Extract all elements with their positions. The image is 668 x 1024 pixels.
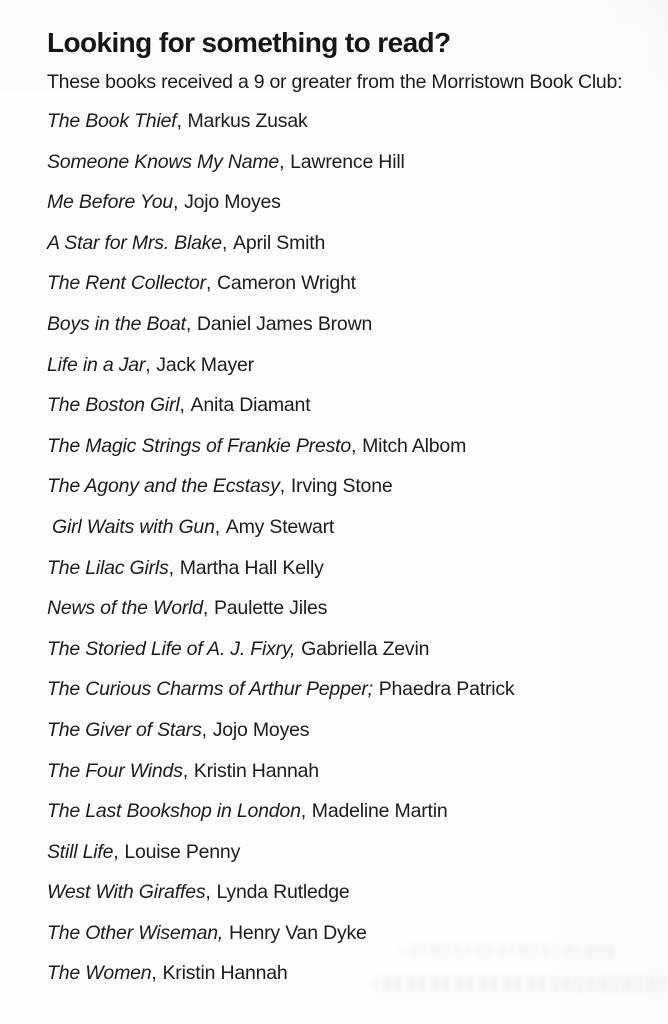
book-author: Martha Hall Kelly: [179, 556, 324, 579]
book-author: Kristin Hannah: [193, 759, 319, 782]
book-author: Mitch Albom: [362, 434, 467, 457]
book-entry: [47, 962, 644, 984]
title-author-separator: ,: [182, 759, 188, 782]
title-author-separator: ,: [202, 597, 209, 620]
book-author: Markus Zusak: [187, 110, 308, 132]
title-author-separator: ,: [145, 353, 151, 376]
book-entry: [47, 516, 644, 538]
book-list: [47, 110, 644, 984]
book-entry: [47, 800, 644, 822]
book-entry: [47, 760, 644, 782]
book-author: Amy Stewart: [225, 515, 335, 538]
title-author-separator: ;: [367, 678, 373, 701]
book-title: The Boston Girl: [47, 394, 180, 417]
book-title: A Star for Mrs. Blake: [47, 231, 222, 254]
book-author: Paulette Jiles: [213, 597, 328, 620]
book-title: Boys in the Boat: [47, 312, 186, 335]
title-author-separator: ,: [214, 515, 220, 538]
title-author-separator: ,: [176, 110, 182, 132]
book-title: Life in a Jar: [47, 353, 146, 376]
book-author: Jojo Moyes: [212, 718, 310, 741]
book-author: Irving Stone: [290, 475, 393, 498]
title-author-separator: ,: [221, 231, 228, 254]
book-title: The Lilac Girls: [47, 556, 169, 579]
book-title: The Agony and the Ecstasy: [47, 475, 280, 498]
book-entry: [47, 313, 644, 335]
book-entry: [47, 151, 644, 173]
book-author: Jack Mayer: [156, 353, 254, 376]
book-entry: [47, 435, 644, 457]
book-entry: [47, 841, 644, 863]
book-title: The Other Wiseman: [47, 921, 218, 944]
title-author-separator: ,: [300, 800, 306, 823]
book-title: Still Life: [47, 840, 114, 863]
title-author-separator: ,: [279, 150, 285, 173]
title-author-separator: ,: [205, 881, 211, 904]
book-author: Lawrence Hill: [290, 150, 405, 173]
title-author-separator: ,: [201, 718, 207, 741]
book-author: Cameron Wright: [217, 272, 356, 295]
book-title: News of the World: [47, 597, 203, 620]
book-author: Lynda Rutledge: [216, 881, 350, 904]
book-author: Anita Diamant: [190, 394, 311, 417]
page-title: Looking for something to read?: [47, 27, 451, 58]
book-entry: [47, 597, 644, 619]
title-author-separator: ,: [113, 840, 119, 863]
book-title: West With Giraffes: [47, 881, 206, 904]
book-author: Gabriella Zevin: [301, 637, 430, 660]
book-author: April Smith: [233, 231, 326, 254]
book-title: The Women: [47, 962, 152, 985]
title-author-separator: ,: [290, 637, 296, 660]
title-author-separator: ,: [173, 191, 179, 214]
book-title: The Four Winds: [47, 759, 183, 782]
book-entry: [47, 394, 644, 416]
book-author: Madeline Martin: [311, 800, 448, 823]
book-title: The Last Bookshop in London: [47, 800, 301, 823]
title-author-separator: ,: [351, 434, 357, 457]
title-author-separator: ,: [168, 556, 174, 579]
book-entry: [47, 678, 644, 700]
book-title: Me Before You: [47, 191, 174, 214]
book-entry: [47, 719, 644, 741]
book-title: Girl Waits with Gun: [52, 515, 215, 538]
book-author: Louise Penny: [124, 840, 241, 863]
book-title: The Book Thief: [47, 110, 177, 132]
book-entry: [47, 232, 644, 254]
book-entry: [47, 881, 644, 903]
book-entry: [47, 272, 644, 294]
book-entry: [47, 638, 644, 660]
book-author: Kristin Hannah: [162, 962, 288, 985]
book-title: Someone Knows My Name: [47, 150, 280, 173]
book-author: Phaedra Patrick: [378, 678, 515, 701]
title-author-separator: ,: [217, 921, 224, 944]
book-author: Henry Van Dyke: [228, 921, 367, 944]
book-entry: [47, 191, 644, 213]
book-entry: [47, 475, 644, 497]
book-entry: [47, 922, 644, 944]
title-author-separator: ,: [151, 962, 157, 985]
title-author-separator: ,: [179, 394, 185, 417]
book-title: The Storied Life of A. J. Fixry: [47, 637, 291, 660]
title-author-separator: ,: [185, 312, 192, 335]
book-title: The Rent Collector: [47, 272, 206, 295]
title-author-separator: ,: [205, 272, 212, 295]
book-entry: [47, 110, 644, 132]
book-author: Daniel James Brown: [196, 312, 373, 335]
book-title: The Giver of Stars: [47, 718, 202, 741]
book-entry: [47, 354, 644, 376]
page-subtitle: These books received a 9 or greater from the Morristown Book Club:: [47, 71, 623, 93]
book-title: The Curious Charms of Arthur Pepper: [47, 678, 368, 701]
book-author: Jojo Moyes: [184, 191, 281, 214]
title-author-separator: ,: [279, 475, 285, 498]
book-title: The Magic Strings of Frankie Presto: [47, 434, 352, 457]
book-entry: [47, 557, 644, 579]
